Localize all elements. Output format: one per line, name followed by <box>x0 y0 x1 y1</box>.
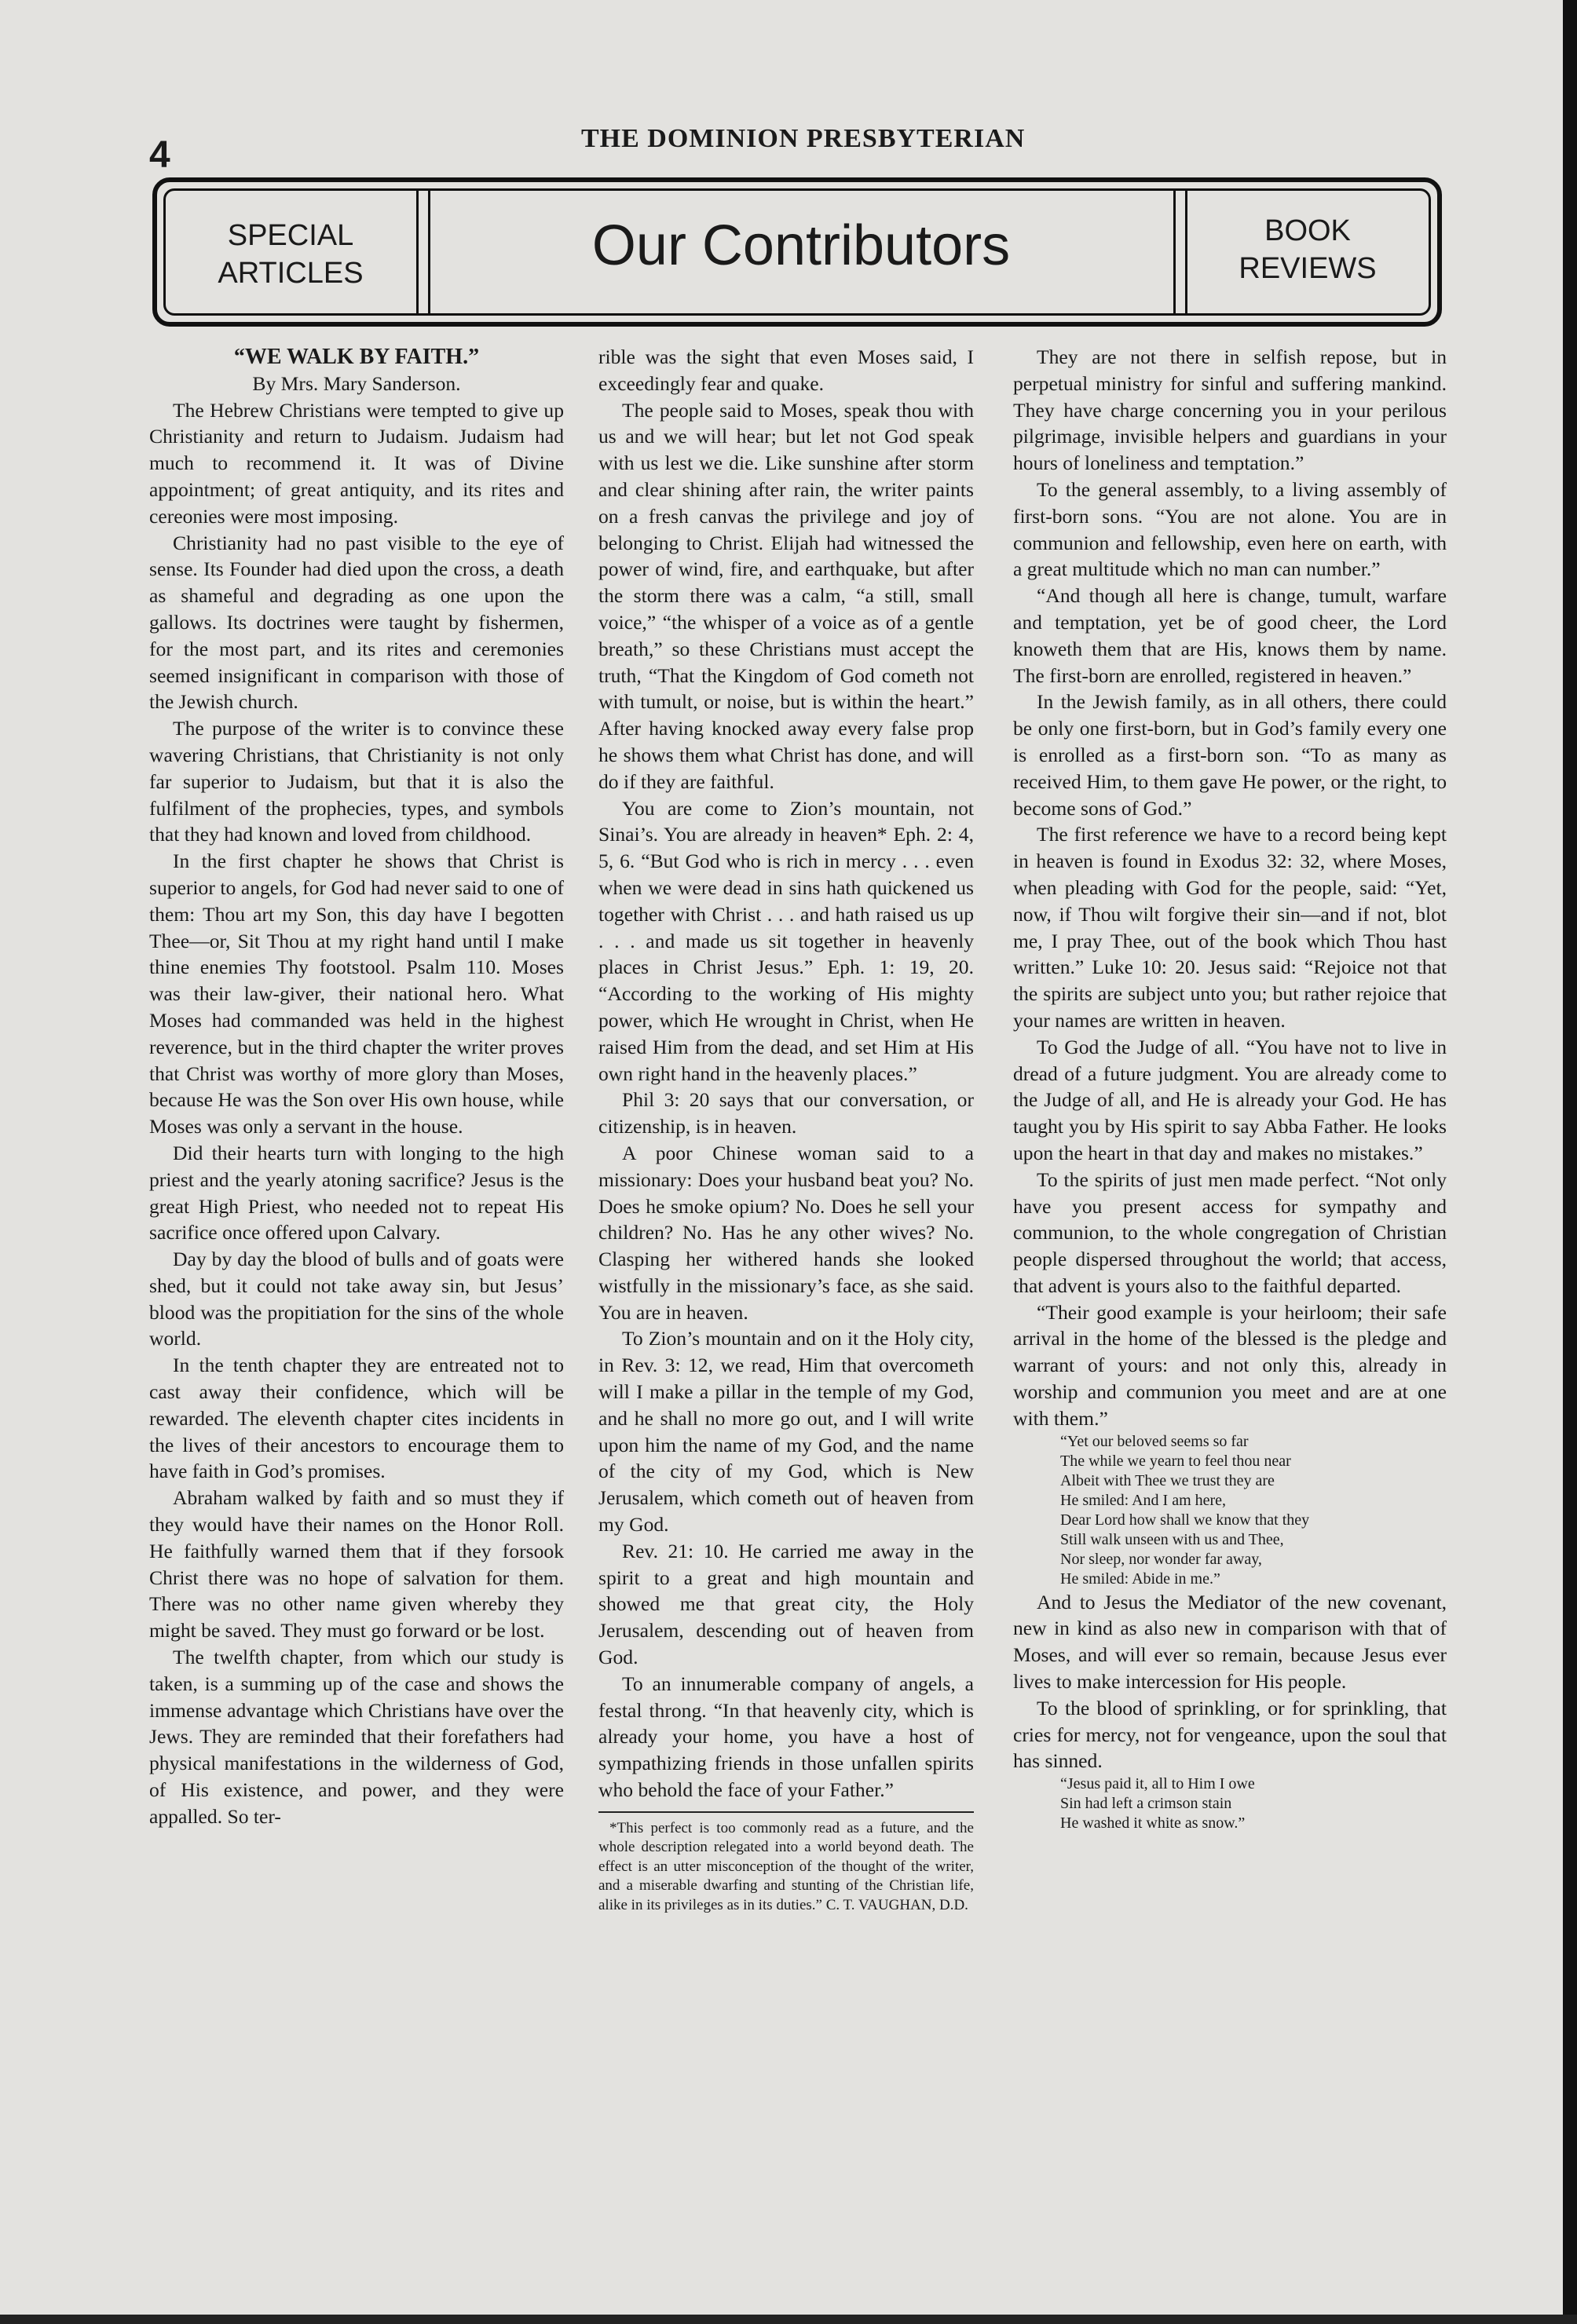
paragraph: In the first chapter he shows that Christ is superior to angels, for God had never said to one of them: Thou art my Son, this day have I begotten Thee—or, Sit Thou at my right hand until I make thine enemies Thy footstool. Psalm 110. Moses was their law-giver, their national hero. What Moses had commanded was held in the highest reverence, but in the third chapter the writer proves that Christ was worthy of more glory than Moses, because He was the Son over His own house, while Moses was only a servant in the house. <box>149 850 564 1138</box>
poem-line: Albeit with Thee we trust they are <box>1060 1471 1275 1489</box>
banner-book-reviews <box>1202 212 1414 287</box>
scan-edge-right <box>1563 0 1577 2324</box>
paragraph: To the general assembly, to a living assembly of first-born sons. “You are not alone. You are in communion and fellowship, even here on earth, with a great multitude which no man can number.” <box>1013 477 1447 581</box>
poem-line: The while we yearn to feel thou near <box>1060 1452 1291 1470</box>
poem-stanza <box>1060 1774 1447 1833</box>
paragraph: In the tenth chapter they are entreated not to cast away their confidence, which will be rewarded. The eleventh chapter cites incidents in the lives of their ancestors to encourage them to have faith in God’s promises. <box>149 1354 564 1483</box>
poem-line: Dear Lord how shall we know that they <box>1060 1511 1310 1529</box>
banner-left-line1: SPECIAL <box>227 219 354 252</box>
banner-divider-right <box>1173 188 1187 316</box>
poem-line: “Jesus paid it, all to Him I owe <box>1060 1775 1255 1793</box>
poem-stanza <box>1060 1432 1447 1589</box>
paragraph: The twelfth chapter, from which our study is taken, is a summing up of the case and shows the immense advantage which Christians have over the Jews. They are reminded that their forefathers had physical manifestations in the wilderness of God, of His existence, and power, and they were appalled. So ter- <box>149 1646 564 1828</box>
poem-line: “Yet our beloved seems so far <box>1060 1432 1249 1450</box>
poem-line: He smiled: Abide in me.” <box>1060 1569 1220 1588</box>
paragraph: To God the Judge of all. “You have not to live in dread of a future judgment. You are already come to the Judge of all, and He is already your God. He has taught you by His spirit to say Abba Father. He looks upon the heart in that day and makes no mistakes.” <box>1013 1035 1447 1164</box>
poem-line: Nor sleep, nor wonder far away, <box>1060 1550 1262 1568</box>
section-banner <box>152 177 1442 327</box>
paragraph: You are come to Zion’s mountain, not Sinai’s. You are already in heaven* Eph. 2: 4, 5, 6. “But God who is rich in mercy . . . even when we were dead in sins hath quickened us together with Christ . . . and hath raised us up . . . and made us sit together in heavenly places in Christ Jesus.” Eph. 1: 19, 20. “According to the working of His mighty power, which He wrought in Christ, when He raised Him from the dead, and set Him at His own right hand in the heavenly places.” <box>598 796 974 1085</box>
banner-right-line1: BOOK <box>1264 214 1351 247</box>
banner-right-line2: REVIEWS <box>1239 252 1377 285</box>
paragraph: The first reference we have to a record being kept in heaven is found in Exodus 32: 32, where Moses, when pleading with God for the people, said: “Yet, now, if Thou wilt forgive their sin—and if not, blot me, I pray Thee, out of the book which Thou hast written.” Luke 10: 20. Jesus said: “Rejoice not that the spirits are subject unto you; but rather rejoice that your names are written in heaven. <box>1013 823 1447 1032</box>
paragraph: Day by day the blood of bulls and of goats were shed, but it could not take away sin, but Jesus’ blood was the propitiation for the sins of the whole world. <box>149 1248 564 1350</box>
paragraph: “And though all here is change, tumult, warfare and temptation, yet be of good cheer, the Lord knoweth them that are His, knows them by name. The first-born are enrolled, registered in heaven.” <box>1013 584 1447 687</box>
poem-line: He washed it white as snow.” <box>1060 1814 1246 1833</box>
article-byline: By Mrs. Mary Sanderson. <box>252 371 461 395</box>
paragraph: Rev. 21: 10. He carried me away in the spirit to a great and high mountain and showed me that great city, the Holy Jerusalem, descending out of heaven from God. <box>598 1539 974 1669</box>
paragraph-continuation: rible was the sight that even Moses said, I exceedingly fear and quake. <box>598 345 974 395</box>
column-1 <box>149 344 564 1830</box>
paragraph: To Zion’s mountain and on it the Holy city, in Rev. 3: 12, we read, Him that overcometh will I make a pillar in the temple of my God, and he shall no more go out, and I will write upon him the name of my God, and the name of the city of my God, which is New Jerusalem, which cometh out of heaven from my God. <box>598 1327 974 1537</box>
paragraph: Phil 3: 20 says that our conversation, or citizenship, is in heaven. <box>598 1088 974 1138</box>
paragraph: Abraham walked by faith and so must they if they would have their names on the Honor Roll. He faithfully warned them that if they forsook Christ there was no hope of salvation for them. There was no other name given whereby they might be saved. They must go forward or be lost. <box>149 1486 564 1643</box>
banner-title: Our Contributors <box>591 214 1011 277</box>
poem-line: He smiled: And I am here, <box>1060 1491 1227 1509</box>
footnote: *This perfect is too commonly read as a future, and the whole description relegated into a world beyond death. The effect is an utter misconception of the thought of the writer, and a miserable dwarfing and stunting of the Christian life, alike in its privileges as in its duties.” C. T. VAUGHAN, D.D. <box>598 1811 974 1916</box>
paragraph: And to Jesus the Mediator of the new covenant, new in kind as also new in comparison with that of Moses, and will ever so remain, because Jesus ever lives to make intercession for His people. <box>1013 1590 1447 1694</box>
banner-special-articles <box>188 217 393 292</box>
banner-left-line2: ARTICLES <box>218 257 364 290</box>
scan-edge-bottom <box>0 2315 1577 2324</box>
paragraph: In the Jewish family, as in all others, there could be only one first-born, but in God’s family every one is enrolled as a first-born son. “To as many as received Him, to them gave He power, or the right, to become sons of God.” <box>1013 690 1447 820</box>
column-2 <box>598 344 974 1915</box>
column-3 <box>1013 344 1447 1833</box>
paragraph: To the spirits of just men made perfect. “Not only have you present access for sympathy and communion, to the whole congregation of Christian people dispersed throughout the world; that access, that advent is yours also to the faithful departed. <box>1013 1167 1447 1297</box>
paragraph: They are not there in selfish repose, but in perpetual ministry for sinful and suffering mankind. They have charge concerning you in your perilous pilgrimage, invisible helpers and guardians in your hours of loneliness and temptation.” <box>1013 345 1447 475</box>
paragraph: The Hebrew Christians were tempted to give up Christianity and return to Judaism. Judaism had much to recommend it. It was of Divine appointment; of great antiquity, and its rites and cereonies were most imposing. <box>149 398 564 528</box>
paragraph: To the blood of sprinkling, or for sprinkling, that cries for mercy, not for vengeance, upon the soul that has sinned. <box>1013 1696 1447 1773</box>
running-title: THE DOMINION PRESBYTERIAN <box>581 124 1026 153</box>
paragraph: The purpose of the writer is to convince these wavering Christians, that Christianity is not only far superior to Judaism, but that it is also the fulfilment of the prophecies, types, and symbols that they had known and loved from childhood. <box>149 717 564 846</box>
paragraph: “Their good example is your heirloom; their safe arrival in the home of the blessed is the pledge and warrant of yours: and not only this, already in worship and communion you meet and are at one with them.” <box>1013 1300 1447 1430</box>
banner-divider-left <box>416 188 430 316</box>
poem-line: Still walk unseen with us and Thee, <box>1060 1530 1284 1548</box>
paragraph: To an innumerable company of angels, a festal throng. “In that heavenly city, which is already your home, you have a host of sympathizing friends in those unfallen spirits who behold the face of your Father.” <box>598 1672 974 1802</box>
paragraph: A poor Chinese woman said to a missionary: Does your husband beat you? No. Does he smoke opium? No. Does he sell your children? No. Has he any other wives? No. Clasping her withered hands she looked wistfully in the missionary’s face, as she said. You are in heaven. <box>598 1141 974 1324</box>
paragraph: The people said to Moses, speak thou with us and we will hear; but let not God speak with us lest we die. Like sunshine after storm and clear shining after rain, the writer paints on a fresh canvas the privilege and joy of belonging to Christ. Elijah had witnessed the power of wind, fire, and earthquake, but after the storm there was a calm, “a still, small voice,” “the whisper of a voice as of a gentle breath,” so these Christians must accept the truth, “That the Kingdom of God cometh not with tumult, or noise, but is within the heart.” After having knocked away every false prop he shows them what Christ has done, and will do if they are faithful. <box>598 398 974 793</box>
paragraph: Did their hearts turn with longing to the high priest and the yearly atoning sacrifice? Jesus is the great High Priest, who needed not to repeat His sacrifice once offered upon Calvary. <box>149 1141 564 1244</box>
poem-line: Sin had left a crimson stain <box>1060 1795 1232 1813</box>
article-title: “WE WALK BY FAITH.” <box>233 345 480 369</box>
paragraph: Christianity had no past visible to the eye of sense. Its Founder had died upon the cross, a death as shameful and degrading as one upon the gallows. Its doctrines were taught by fishermen, for the most part, and its rites and ceremonies seemed insignificant in comparison with those of the Jewish church. <box>149 531 564 714</box>
page-number: 4 <box>149 134 170 176</box>
